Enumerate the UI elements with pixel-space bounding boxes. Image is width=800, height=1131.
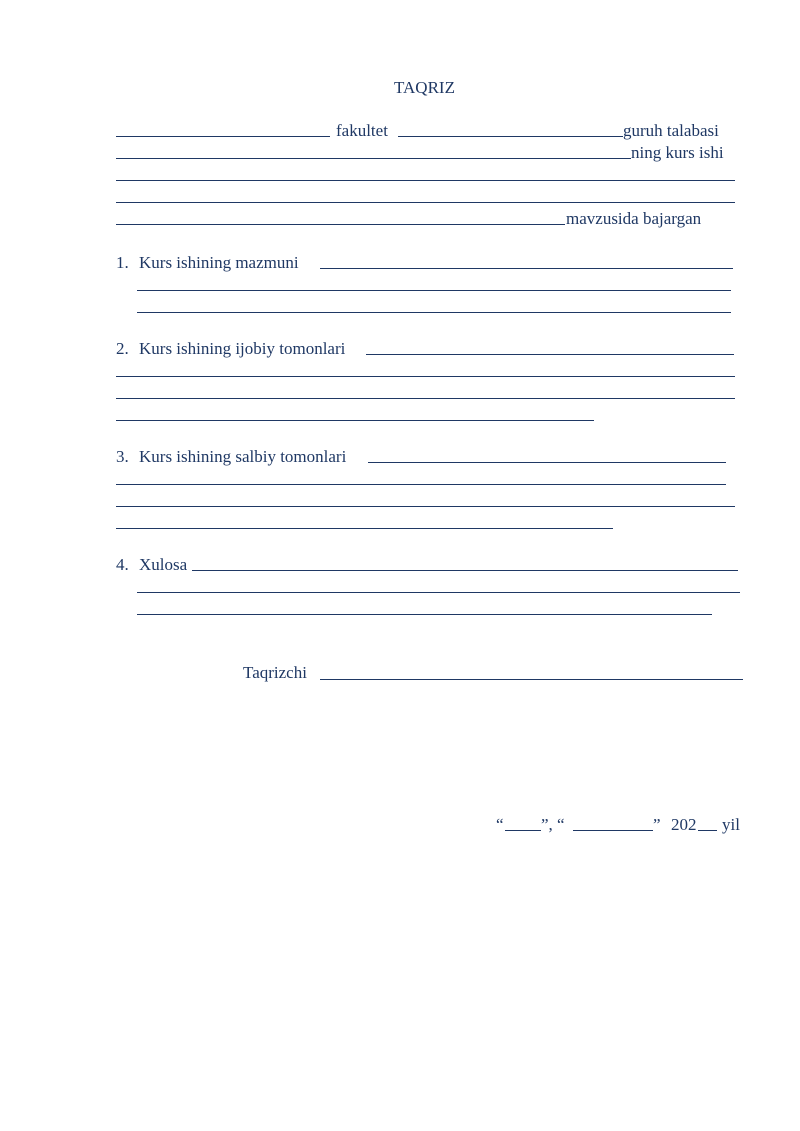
reviewer-label: Taqrizchi xyxy=(243,663,307,682)
topic-blank-line[interactable] xyxy=(116,180,735,181)
page-title: TAQRIZ xyxy=(394,78,455,97)
year-blank[interactable] xyxy=(698,830,717,831)
answer-line[interactable] xyxy=(116,506,735,507)
section-label-positive: Kurs ishining ijobiy tomonlari xyxy=(139,339,346,358)
answer-line[interactable] xyxy=(137,312,731,313)
section-label-conclusion: Xulosa xyxy=(139,555,188,574)
year-suffix: yil xyxy=(722,815,740,834)
section-number: 3. xyxy=(116,447,129,466)
day-blank[interactable] xyxy=(505,830,541,831)
reviewer-signature-line[interactable] xyxy=(320,679,743,680)
topic-label: mavzusida bajargan xyxy=(566,209,702,228)
course-work-label: ning kurs ishi xyxy=(631,143,724,162)
year-prefix: 202 xyxy=(671,815,697,834)
section-number: 2. xyxy=(116,339,129,358)
answer-line[interactable] xyxy=(116,376,735,377)
answer-line[interactable] xyxy=(116,484,726,485)
section-number: 4. xyxy=(116,555,129,574)
date-separator: ”, “ xyxy=(541,815,565,834)
faculty-blank[interactable] xyxy=(116,136,330,137)
answer-line[interactable] xyxy=(137,592,740,593)
section-number: 1. xyxy=(116,253,129,272)
answer-line[interactable] xyxy=(116,420,594,421)
topic-blank-line[interactable] xyxy=(116,202,735,203)
faculty-label: fakultet xyxy=(336,121,388,140)
answer-line[interactable] xyxy=(137,614,712,615)
answer-line[interactable] xyxy=(368,462,726,463)
topic-blank-line[interactable] xyxy=(116,224,565,225)
group-blank[interactable] xyxy=(398,136,623,137)
date-open-quote: “ xyxy=(496,815,504,834)
answer-line[interactable] xyxy=(320,268,733,269)
answer-line[interactable] xyxy=(192,570,738,571)
answer-line[interactable] xyxy=(366,354,734,355)
group-label: guruh talabasi xyxy=(623,121,719,140)
section-label-content: Kurs ishining mazmuni xyxy=(139,253,299,272)
answer-line[interactable] xyxy=(116,528,613,529)
month-blank[interactable] xyxy=(573,830,653,831)
student-name-blank[interactable] xyxy=(116,158,631,159)
answer-line[interactable] xyxy=(137,290,731,291)
section-label-negative: Kurs ishining salbiy tomonlari xyxy=(139,447,347,466)
answer-line[interactable] xyxy=(116,398,735,399)
date-close-quote: ” xyxy=(653,815,661,834)
